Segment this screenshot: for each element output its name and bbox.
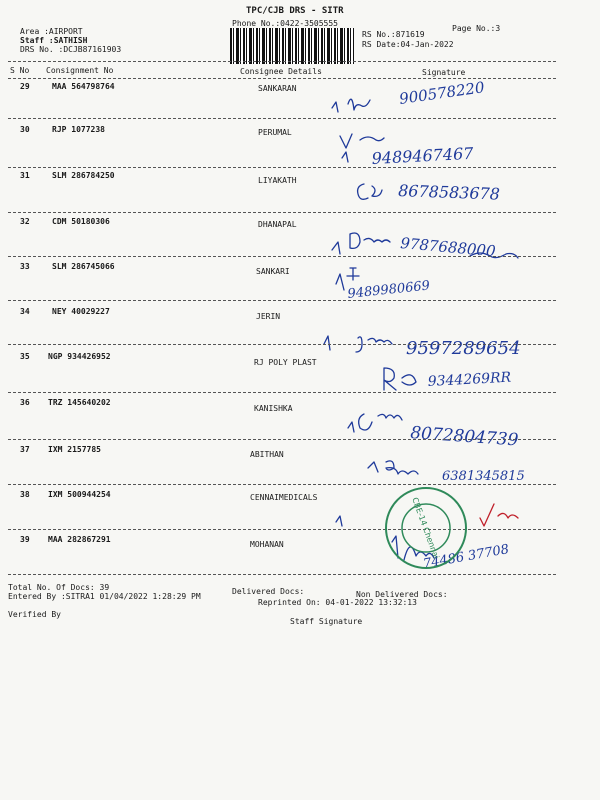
- row-sno: 29: [20, 82, 30, 91]
- row-consignee: SANKARI: [256, 267, 290, 276]
- signature-phone: 8072804739: [409, 423, 519, 451]
- row-signature: [320, 222, 560, 264]
- row-divider: [8, 484, 556, 485]
- row-consignee: KANISHKA: [254, 404, 293, 413]
- row-signature: [320, 364, 560, 406]
- reprinted-on: Reprinted On: 04-01-2022 13:32:13: [258, 598, 417, 607]
- row-consignment: IXM 500944254: [48, 490, 111, 499]
- row-consignment: SLM 286745066: [52, 262, 115, 271]
- row-consignment: MAA 282867291: [48, 535, 111, 544]
- barcode: [230, 28, 354, 64]
- row-divider: [8, 256, 556, 257]
- page-number: Page No.:3: [452, 24, 501, 33]
- phone-number: Phone No.:0422-3505555: [232, 19, 338, 28]
- header-rule-top: [8, 61, 556, 62]
- row-consignment: MAA 564798764: [52, 82, 115, 91]
- row-sno: 34: [20, 307, 30, 316]
- verified-by: Verified By: [8, 610, 61, 619]
- row-consignee: PERUMAL: [258, 128, 292, 137]
- non-delivered-docs: Non Delivered Docs:: [356, 590, 448, 599]
- row-signature: [320, 402, 560, 451]
- row-divider: [8, 212, 556, 213]
- area-label: Area :AIRPORT: [20, 27, 83, 36]
- col-sno: S No: [10, 66, 30, 75]
- signature-phone: 900578220: [398, 78, 486, 108]
- row-sno: 39: [20, 535, 30, 544]
- row-sno: 36: [20, 398, 30, 407]
- row-consignment: TRZ 145640202: [48, 398, 111, 407]
- row-consignee: CENNAIMEDICALS: [250, 493, 318, 502]
- row-sno: 35: [20, 352, 30, 361]
- row-sno: 32: [20, 217, 30, 226]
- signature-phone: 74486 37708: [422, 542, 511, 572]
- row-consignee: LIYAKATH: [258, 176, 297, 185]
- row-consignee: ABITHAN: [250, 450, 284, 459]
- signature-phone: 9489467467: [371, 143, 474, 168]
- row-signature: [320, 172, 560, 214]
- signature-phone: 9597289654: [406, 338, 521, 359]
- row-sno: 38: [20, 490, 30, 499]
- row-signature: [320, 128, 560, 170]
- signature-phone: 8678583678: [397, 181, 501, 204]
- col-consignment: Consignment No: [46, 66, 114, 75]
- row-consignment: SLM 286784250: [52, 171, 115, 180]
- delivered-docs: Delivered Docs:: [232, 587, 305, 596]
- delivery-stamp: [382, 484, 470, 572]
- row-consignee: JERIN: [256, 312, 281, 321]
- entered-by: Entered By :SITRA1 01/04/2022 1:28:29 PM: [8, 592, 201, 601]
- row-sno: 33: [20, 262, 30, 271]
- row-divider: [8, 344, 556, 345]
- row-sno: 31: [20, 171, 30, 180]
- row-sno: 30: [20, 125, 30, 134]
- row-consignee: DHANAPAL: [258, 220, 297, 229]
- row-signature: [320, 262, 560, 304]
- row-consignment: IXM 2157785: [48, 445, 101, 454]
- row-consignment: NEY 40029227: [52, 307, 110, 316]
- row-divider: [8, 118, 556, 119]
- staff-label: Staff :SATHISH: [20, 36, 88, 45]
- signature-phone: 9489980669: [346, 278, 431, 302]
- col-signature: Signature: [422, 68, 466, 77]
- row-consignee: RJ POLY PLAST: [254, 358, 317, 367]
- rs-date: RS Date:04-Jan-2022: [362, 40, 454, 49]
- drs-title: TPC/CJB DRS - SITR: [246, 6, 344, 16]
- row-divider: [8, 167, 556, 168]
- signature-phone: 9787688000: [399, 234, 497, 261]
- total-docs: Total No. Of Docs: 39: [8, 583, 110, 592]
- signature-phone: 6381345815: [442, 469, 525, 484]
- col-consignee: Consignee Details: [240, 67, 322, 76]
- row-divider: [8, 392, 556, 393]
- staff-signature-label: Staff Signature: [290, 617, 363, 626]
- rs-number: RS No.:871619: [362, 30, 425, 39]
- row-divider: [8, 574, 556, 575]
- row-consignment: RJP 1077238: [52, 125, 105, 134]
- drs-number: DRS No. :DCJB87161903: [20, 45, 122, 54]
- stamp-text: CBE-14 Chennai: [410, 496, 441, 561]
- row-consignee: MOHANAN: [250, 540, 284, 549]
- row-divider: [8, 529, 556, 530]
- row-consignee: SANKARAN: [258, 84, 297, 93]
- row-sno: 37: [20, 445, 30, 454]
- signature-phone: 9344269RR: [427, 369, 512, 390]
- row-divider: [8, 439, 556, 440]
- row-consignment: NGP 934426952: [48, 352, 111, 361]
- row-divider: [8, 300, 556, 301]
- row-consignment: CDM 50180306: [52, 217, 110, 226]
